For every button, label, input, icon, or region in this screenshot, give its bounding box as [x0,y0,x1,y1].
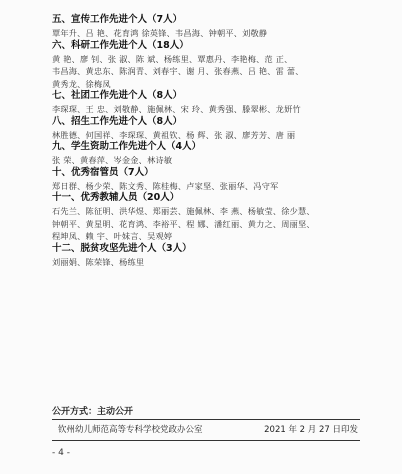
issuer-row [58,424,358,436]
section-names: 黄 艳、廖 钊、张 淑、陈 斌、杨练里、覃惠丹、李艳梅、范 正、 [52,53,293,64]
disclosure-label: 公开方式：主动公开 [52,407,134,417]
section-title: 八、招生工作先进个人（8人） [52,115,183,127]
section-title: 九、学生资助工作先进个人（4人） [52,141,202,152]
section-names: 韦昌海、黄忠东、陈润青、刘春宇、谢 月、张春燕、吕 艳、雷 蕾、 [52,66,304,76]
section-names: 石先兰、陈征明、洪华煜、郑丽芸、施佩林、李 燕、杨敏莹、徐少慧、 [52,206,315,216]
section-names: 郑日群、杨少荣、陈文秀、陈桂梅、卢家坚、张丽华、冯守军 [52,180,279,191]
section-title: 十二、脱贫攻坚先进个人（3人） [52,242,192,254]
section-names: 黄秀龙、徐梅凤 [52,78,111,89]
footer-rule-top [52,419,360,420]
section-names: 张 荣、黄春萍、岑金金、林诗敏 [52,155,173,165]
issue-date: 2021 年 2 月 27 日印发 [264,425,358,435]
footer-rule-bottom [52,440,360,441]
disclosure-block [52,406,362,418]
section-title: 六、科研工作先进个人（18人） [52,39,189,51]
section-title: 七、社团工作先进个人（8人） [52,90,183,101]
section-title: 十一、优秀教辅人员（20人） [52,192,180,203]
section-names: 林胜德、何国祥、李琛琛、黄祖钦、杨 辉、张 淑、廖芳芳、唐 丽 [52,129,296,140]
section-names: 程坤凤、赖 宇、叶妹言、吴观婷 [52,231,173,241]
section-names: 覃年升、吕 艳、花育鸿 徐英锋、韦昌海、钟朝平、刘敬静 [52,28,268,38]
section-names: 钟朝平、黄星明、花育鸿、李裕平、程 娜、潘红丽、黄力之、周丽坚、 [52,218,315,229]
award-list [52,14,372,268]
page-number: - 4 - [52,448,70,458]
section-title: 五、宣传工作先进个人（7人） [52,14,183,25]
section-names: 刘丽娟、陈荣锋、杨练里 [52,256,145,267]
section-title: 十、优秀宿管员（7人） [52,166,154,178]
section-names: 李琛琛、王 忠、刘敬静、施佩林、宋 玲、黄秀强、滕翠彬、龙妍竹 [52,104,301,114]
issuing-office: 钦州幼儿师范高等专科学校党政办公室 [58,425,203,435]
